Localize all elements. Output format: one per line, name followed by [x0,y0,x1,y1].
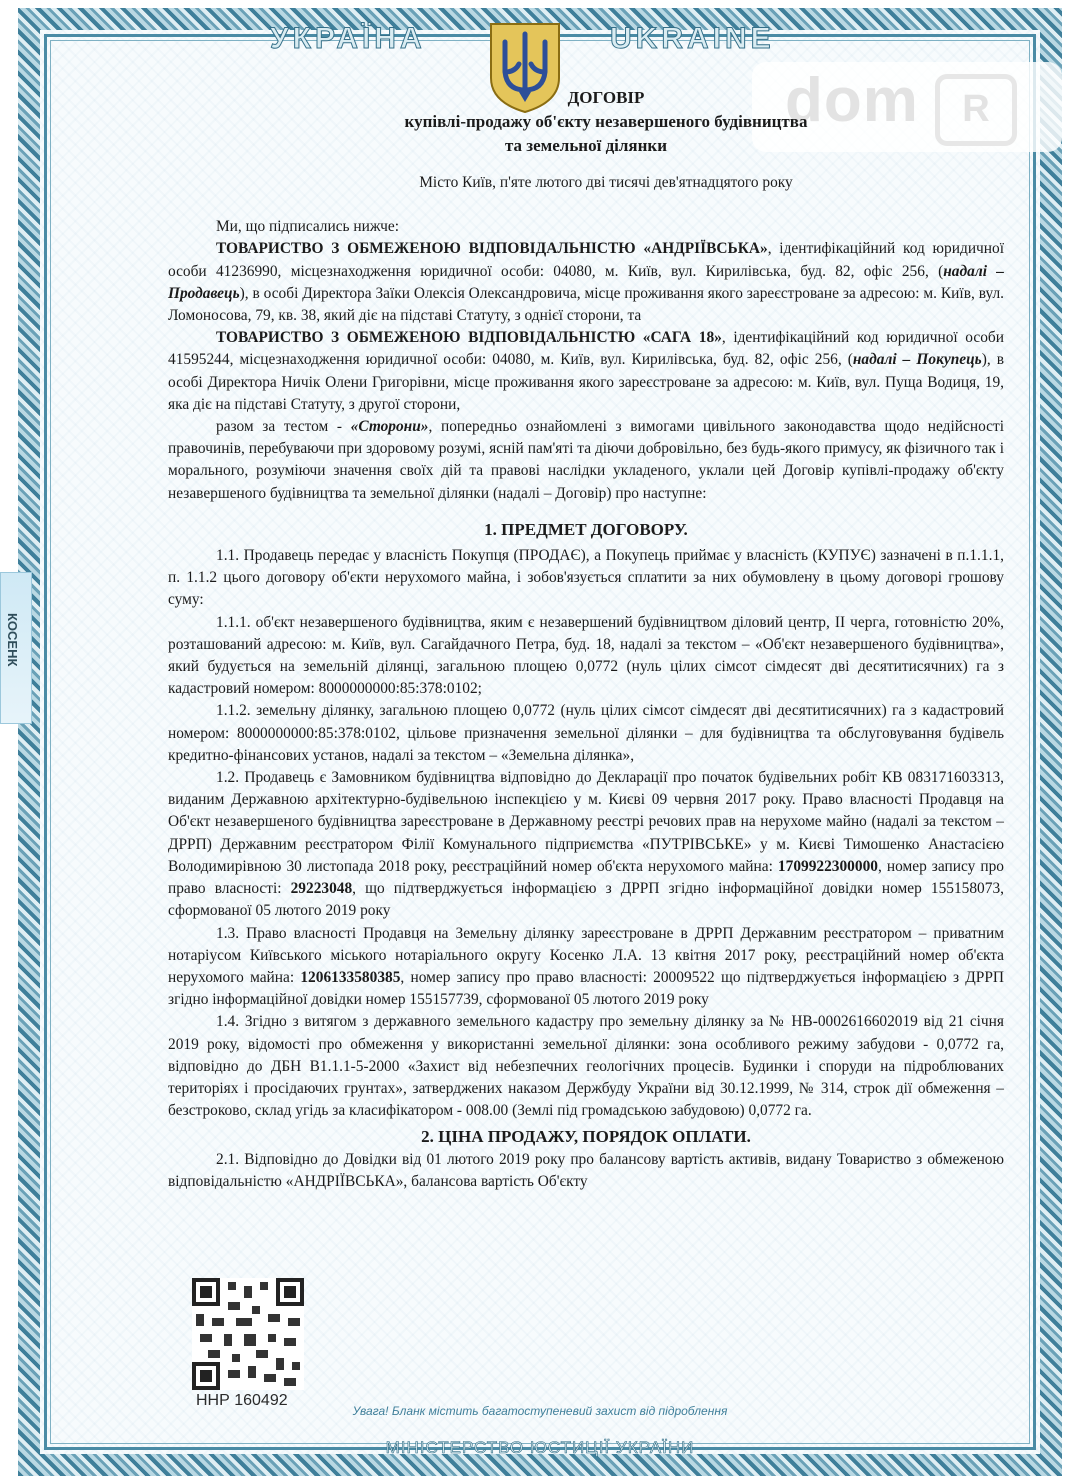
contract-subtitle-1: купівлі-продажу об'єкту незавершеного будівництва [404,112,808,131]
seller-name: ТОВАРИСТВО З ОБМЕЖЕНОЮ ВІДПОВІДАЛЬНІСТЮ «АНДРІЇВСЬКА» [216,240,768,258]
clause-1-1-2: 1.1.2. земельну ділянку, загальною площею 0,0772 (нуль цілих сімсот сімдесят дві десятитисячних) га з кадастровий номером: 8000000000:85:378:0102, цільове призначення земельної ділянки – для будівництва та обслуговування будівель кредитно-фінансових установ, надалі за текстом – «Земельна ділянка», [168,702,1004,764]
clause-2-1: 2.1. Відповідно до Довідки від 01 лютого 2019 року про балансову вартість активів, видану Товариство з обмеженою відповідальністю «АНДРІЇВСЬКА», балансова вартість Об'єкту [168,1150,1004,1190]
contract-title: ДОГОВІР [567,88,645,107]
ministry-band-text: МІНІСТЕРСТВО ЮСТИЦІЇ УКРАЇНИ [385,1438,695,1457]
clause-1-2 [168,767,1004,922]
buyer-alias: надалі – Покупець [852,351,982,369]
qr-code-icon [192,1278,304,1390]
clause-1-2-text-a: 1.2. Продавець є Замовником будівництва відповідно до Декларації про початок будівельних робіт КВ 083171603313, виданим Державною архітектурно-будівельною інспекцією у м. Києві 09 червня 2017 року. Право власності Продавця на Об'єкт незавершеного будівництва зареєстроване в Державному реєстрі речових прав на нерухоме майно (надалі за текстом – ДРРП) Державним реєстратором Філії Комунального підприємства «ПУТРІВСЬКЕ» у м. Києві Тимошенко Анастасією Володимирівною 30 листопада 2018 року, реєстраційний номер об'єкта нерухомого майна: [168,769,1004,875]
parties-alias: «Сторони» [350,418,429,436]
clause-1-3-text-a: 1.3. Право власності Продавця на Земельну ділянку зареєстроване в ДРРП Державним реєстратором – приватним нотаріусом Київського міського нотаріального округу Косенко Л.А. 13 квітня 2017 року, реєстраційний номер об'єкта нерухомого майна: [168,924,1004,986]
section-1-heading: 1. ПРЕДМЕТ ДОГОВОРУ. [484,519,688,539]
clause-1-1-1: 1.1.1. об'єкт незавершеного будівництва, яким є незавершений будівництвом діловий центр, ІІ черга, готовністю 20%, розташований адресою: м. Київ, вул. Сагайдачного Петра, буд. 18, надалі за текстом – «Об'єкт незавершеного будівництва», який будується на земельній ділянці, загальною площею 0,0772 (нуль цілих сімсот сімдесят дві десятитисячних) га з кадастровий номером: 8000000000:85:378:0102; [168,613,1004,698]
parties-text: , попередньо ознайомлені з вимогами цивільного законодавства щодо недійсності правочинів, перебуваючи при здоровому розумі, ясній пам'яті та діючи добровільно, без будь-якого примусу, як фізичного так і морального, розуміючи значення своїх дій та правові наслідки укладеного, уклали цей Договір купівлі-продажу об'єкту незавершеного будівництва та земельної ділянки (надалі – Договір) про наступне: [168,418,1004,502]
clause-1-2-text-b: , номер запису про право власності: [168,857,1004,898]
side-stamp-text: КОСЕНК [5,613,20,667]
band-text-ukraina: УКРАЇНА [270,22,426,55]
clause-1-1: 1.1. Продавець передає у власність Покупця (ПРОДАЄ), а Покупець приймає у власність (КУПУЄ) зазначені в п.1.1.1, п. 1.1.2 цього договору об'єкти нерухомого майна, і зобов'язується сплатити за них обумовлену в цьому договорі грошову суму: [168,547,1004,609]
seller-text-2: ), в особі Директора Заїки Олексія Олександровича, місце проживання якого зареєстроване за адресою: м. Київ, вул. Ломоносова, 79, кв. 38, який діє на підставі Статуту, з однієї сторони, та [168,284,1004,325]
intro-line: Ми, що підписались нижче: [216,218,399,236]
anti-forgery-warning: Увага! Бланк містить багатоступеневий захист від підроблення [352,1404,728,1418]
clause-1-3 [168,923,1004,1012]
clause-1-4: 1.4. Згідно з витягом з державного земельного кадастру про земельну ділянку за № НВ-0002616602019 від 21 січня 2019 року, відомості про обмеження у використанні земельної ділянки: зона особливого режиму забудови - 0,0772 га, відповідно до ДБН В1.1.1-5-2000 «Захист від небезпечних геологічних процесів. Будинки і споруди на підроблюваних територіях і просідаючих грунтах», затверджених наказом Держбуду України від 30.12.1999, № 314, строк дії обмеження – безстроково, склад угідь за класифікатором - 008.00 (Землі під громадською забудовою) 0,0772 га. [168,1013,1004,1120]
watermark-badge: R [935,74,1017,146]
clause-1-2-text-c: , що підтверджується інформацією з ДРРП згідно інформаційної довідки номер 155158073, сформованої 05 лютого 2019 року [168,880,1004,920]
buyer-paragraph [168,327,1004,416]
parties-pre: разом за тестом - [216,418,351,436]
contract-subtitle-2: та земельної ділянки [504,136,668,155]
seller-paragraph [168,238,1004,327]
clause-1-3-text-b: , номер запису про право власності: 20009522 що підтверджується інформацією з ДРРП згідно інформаційної довідки номер 155157739, сформованої 05 лютого 2019 року [168,968,1004,1009]
clause-1-3-object-number: 1206133580385 [300,968,401,986]
place-and-date: Місто Київ, п'яте лютого дві тисячі дев'ятнадцятого року [419,174,793,191]
contract-body [168,86,1004,1193]
buyer-text-2: ), в особі Директора Ничік Олени Григорівни, місце проживання якого зареєстроване за адресою: м. Київ, вул. Пуща Водиця, 19, яка діє на підставі Статуту, з другої сторони, [168,351,1004,413]
section-2-heading: 2. ЦІНА ПРОДАЖУ, ПОРЯДОК ОПЛАТИ. [421,1127,751,1147]
clause-1-2-record-number: 29223048 [290,880,353,898]
side-stamp [0,572,32,724]
buyer-text-1: , ідентифікаційний код юридичної особи 41595244, місцезнаходження юридичної особи: 04080, м. Київ, вул. Кирилівська, буд. 82, офіс 256, ( [168,329,1004,369]
clause-1-2-object-number: 1709922300000 [777,857,878,875]
seller-text-1: , ідентифікаційний код юридичної особи 41236990, місцезнаходження юридичної особи: 04080, м. Київ, вул. Кирилівська, буд. 82, офіс 256, ( [168,240,1004,280]
parties-paragraph [168,416,1004,505]
seller-alias: надалі – Продавець [168,262,1005,302]
buyer-name: ТОВАРИСТВО З ОБМЕЖЕНОЮ ВІДПОВІДАЛЬНІСТЮ «САГА 18» [216,329,722,347]
blank-serial-number: ННР 160492 [196,1392,288,1409]
watermark-text: dom [785,66,919,135]
band-text-ukraine: UKRAINE [610,22,775,55]
